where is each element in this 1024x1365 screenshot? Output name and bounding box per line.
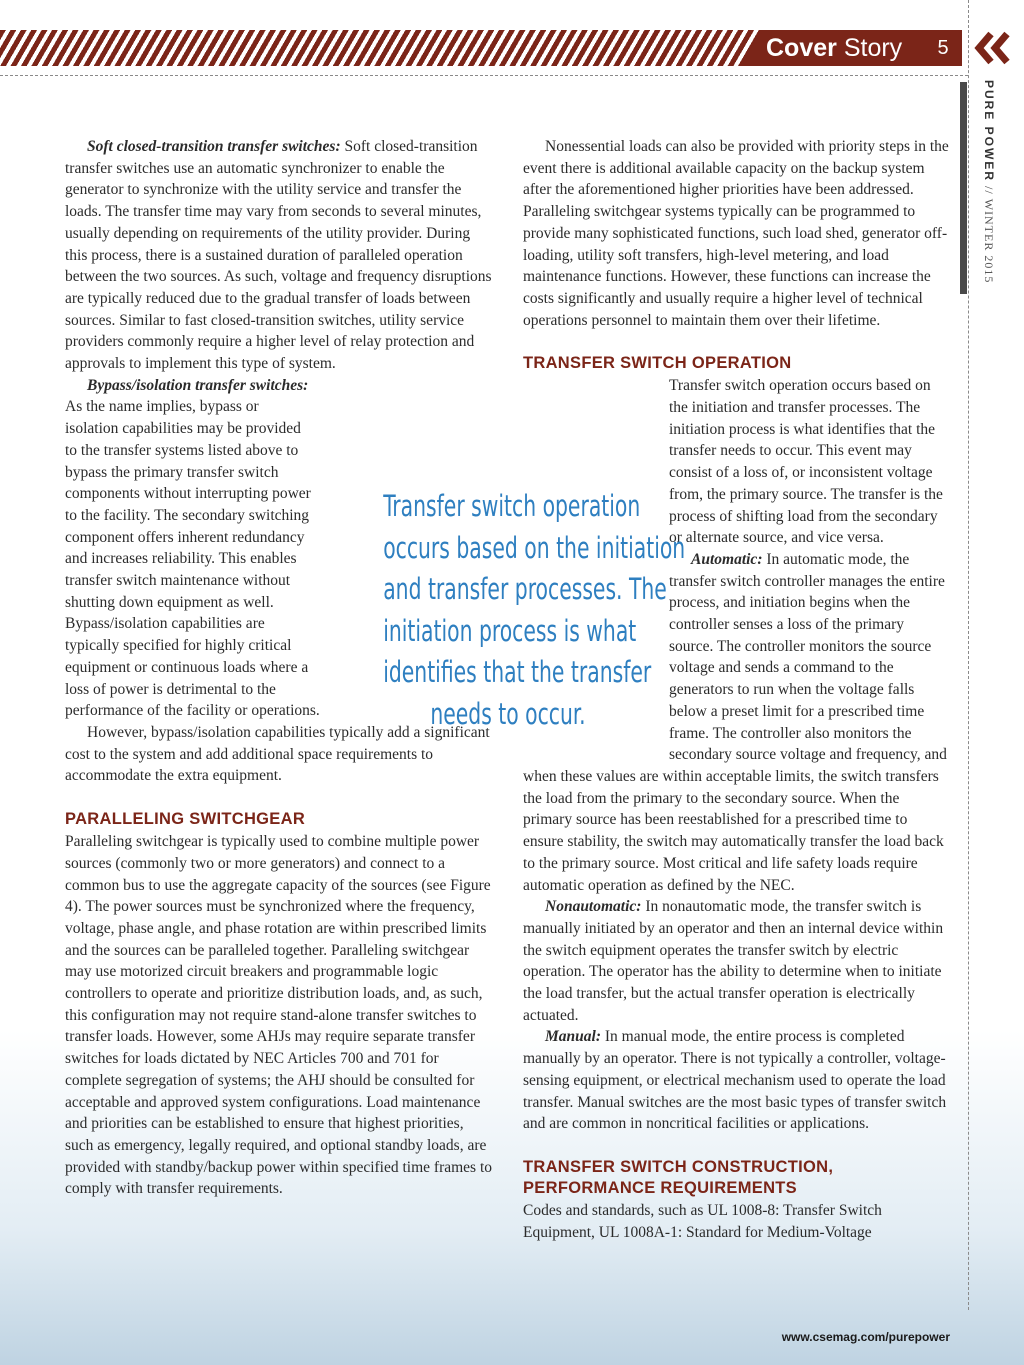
lead-automatic: Automatic: bbox=[691, 550, 763, 568]
margin-dashed-rule bbox=[968, 0, 969, 1310]
section-title bbox=[766, 33, 902, 63]
paragraph-bypass-cost: However, bypass/isolation capabilities typically add a significant cost to the system and add additional space requirements to accommodate the extra equipment. bbox=[65, 723, 490, 785]
paragraph-codes: Codes and standards, such as UL 1008-8: Transfer Switch Equipment, UL 1008A-1: Standard for Medium-Voltage bbox=[523, 1201, 882, 1241]
text-bypass: As the name implies, bypass or isolation capabilities may be provided to the transfer systems listed above to bypass the primary transfer switch components without interrupting power to the facility. The secondary switching component offers inherent redundancy and increases reliability. This enables transfer switch maintenance without shutting down equipment as well. Bypass/isolation capabilities are typically specified for highly critical equipment or continuous loads where a loss of power is detrimental to the performance of the facility or operations. bbox=[65, 398, 320, 720]
text-automatic: In automatic mode, the transfer switch controller manages the entire process, and initiation begins when the controller senses a loss of the primary source. The controller monitors the source voltage and sends a command to the generators to run when the voltage falls below a preset limit for a prescribed time frame. The controller also monitors the secondary source voltage and frequency, and when these values are within acceptable limits, the switch transfers the load from the primary to the secondary source. When the primary source has been reestablished for a prescribed time to ensure stability, the switch may automatically transfer the load back to the primary source. Most critical and life safety loads require automatic operation as defined by the NEC. bbox=[523, 550, 947, 894]
heading-construction-line2: PERFORMANCE REQUIREMENTS bbox=[523, 1178, 797, 1197]
paragraph-soft-closed bbox=[65, 136, 492, 375]
heading-construction bbox=[523, 1157, 949, 1199]
pull-quote-line: initiation process is what bbox=[383, 613, 637, 648]
pull-quote-line: and transfer processes. The bbox=[383, 572, 667, 607]
text-manual: In manual mode, the entire process is completed manually by an operator. There is not typically a controller, voltage-sensing equipment, or electrical mechanism used to operate the load transfer. Manual switches are the most basic types of transfer switch and are common in noncritical facilities or applications. bbox=[523, 1028, 947, 1133]
running-head-brand: PURE POWER bbox=[982, 80, 996, 183]
heading-paralleling-switchgear: PARALLELING SWITCHGEAR bbox=[65, 810, 306, 829]
heading-transfer-operation: TRANSFER SWITCH OPERATION bbox=[523, 354, 792, 373]
text-operation: Transfer switch operation occurs based on the initiation and transfer processes. The initiation process is what identifies that the transfer needs to occur. This event may consist of a loss of, or inconsistent voltage from, the primary source. The transfer is the process of shifting load from the secondary or alternate source, and vice versa. bbox=[669, 377, 943, 547]
pull-quote-line: needs to occur. bbox=[430, 696, 586, 731]
double-chevron-left-icon[interactable] bbox=[971, 30, 1017, 66]
page-number: 5 bbox=[937, 37, 949, 59]
lead-soft-closed: Soft closed-transition transfer switches: bbox=[87, 138, 341, 155]
footer-url-link[interactable]: www.csemag.com/purepower bbox=[781, 1330, 950, 1344]
paragraph-paralleling: Paralleling switchgear is typically used to combine multiple power sources (commonly two or more generators) and connect to a common bus to use the aggregate capacity of the sources (see Figure 4). The power sources must be synchronized where the frequency, voltage, phase angle, and phase rotation are within prescribed limits and the sources can be paralleled together. Paralleling switchgear may use motorized circuit breakers and programmable logic controllers to operate and prioritize distribution loads, and, as such, this configuration may not require stand-alone transfer switches to transfer loads. However, some AHJs may require separate transfer switches for loads dictated by NEC Articles 700 and 701 for complete segregation of systems; the AHJ should be consulted for acceptable and approved system configurations. Load maintenance and priorities can be established to ensure that highest priorities, such as emergency, legally required, and optional standby loads, are provided with standby/backup power within specified time frames to comply with transfer requirements. bbox=[65, 833, 493, 1198]
section-title-bold: Cover bbox=[766, 34, 837, 62]
pull-quote bbox=[383, 486, 686, 736]
section-title-rest: Story bbox=[836, 34, 903, 62]
pull-quote-line: occurs based on the initiation bbox=[383, 530, 686, 565]
header-dashed-rule bbox=[0, 75, 968, 76]
paragraph-nonautomatic bbox=[523, 896, 949, 1026]
lead-nonautomatic: Nonautomatic: bbox=[545, 898, 642, 916]
paragraph-nonessential: Nonessential loads can also be provided with priority steps in the event there is additional available capacity on the backup system after the aforementioned higher priorities have been addressed. Paralleling switchgear systems typically can be programmed to provide many sophisticated functions, such load shed, generator off-loading, utility soft transfers, high-level metering, and load maintenance functions. However, these functions can increase the costs significantly and usually require a higher level of technical operations personnel to maintain them over their lifetime. bbox=[523, 138, 949, 329]
side-accent-bar bbox=[960, 82, 967, 294]
heading-construction-line1: TRANSFER SWITCH CONSTRUCTION, bbox=[523, 1157, 834, 1176]
running-head bbox=[984, 80, 996, 300]
running-head-sep: // bbox=[982, 182, 996, 199]
text-nonautomatic: In nonautomatic mode, the transfer switch is manually initiated by an operator and then an internal device within the switch equipment operates the transfer switch by electric operation. The operator has the ability to determine when to initiate the load transfer, but the actual transfer operation is electrically actuated. bbox=[523, 898, 944, 1024]
pull-quote-line: identifies that the transfer bbox=[383, 655, 652, 690]
pull-quote-line: Transfer switch operation bbox=[383, 489, 641, 523]
paragraph-manual bbox=[523, 1026, 949, 1135]
lead-manual: Manual: bbox=[545, 1028, 601, 1046]
text-soft-closed: Soft closed-transition transfer switches use an automatic synchronizer to enable the generator to synchronize with the utility service and transfer the loads. The transfer time may vary from seconds to several minutes, usually depending on requirements of the utility provider. During this process, there is a sustained duration of paralleled operation between the two sources. As such, voltage and frequency disruptions are typically reduced due to the gradual transfer of loads between sources. Similar to fast closed-transition switches, utility service providers commonly require a higher level of relay protection and approvals to implement this type of system. bbox=[65, 138, 492, 373]
running-head-issue: WINTER 2015 bbox=[982, 198, 996, 284]
lead-bypass: Bypass/isolation transfer switches: bbox=[87, 376, 309, 394]
